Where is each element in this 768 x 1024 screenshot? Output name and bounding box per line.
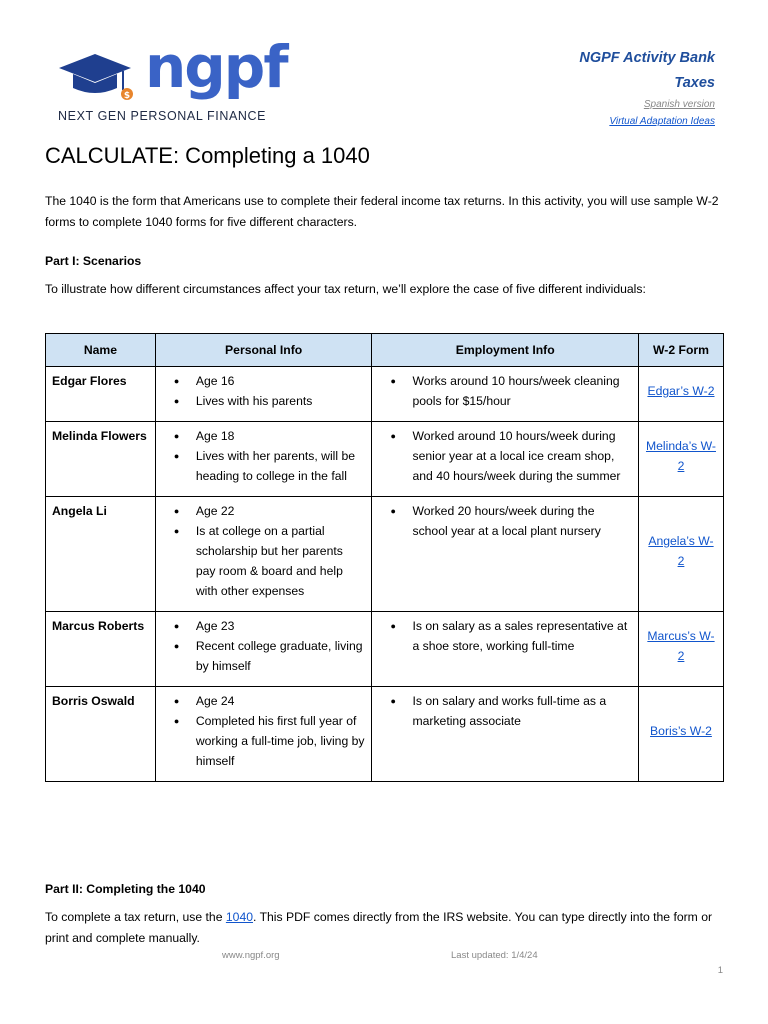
topic-label: Taxes	[674, 75, 715, 91]
w2-link-edgar[interactable]: Edgar’s W-2	[647, 384, 715, 398]
virtual-adaptation-link[interactable]: Virtual Adaptation Ideas	[609, 116, 715, 127]
w2-link-marcus[interactable]: Marcus’s W-2	[647, 629, 715, 663]
part2-text-after: . This PDF comes directly from the IRS website. You can type directly into the form or print and complete manually.	[45, 910, 713, 945]
table-row	[46, 612, 724, 687]
table-row	[46, 367, 724, 422]
cell-name: Melinda Flowers	[46, 422, 156, 497]
logo-tagline: NEXT GEN PERSONAL FINANCE	[58, 109, 267, 123]
cell-personal	[155, 367, 372, 422]
table-row	[46, 687, 724, 782]
list-item: ● Age 18	[162, 426, 366, 446]
cell-w2	[638, 497, 723, 612]
list-item: ● Is at college on a partial scholarship but her parents pay room & board and help with other expenses	[162, 521, 366, 601]
cell-name: Marcus Roberts	[46, 612, 156, 687]
table-row	[46, 497, 724, 612]
cell-w2	[638, 612, 723, 687]
header-w2-form: W-2 Form	[638, 334, 723, 367]
footer-site: www.ngpf.org	[222, 950, 280, 961]
part2-text-before: To complete a tax return, use the	[45, 910, 226, 924]
header-employment-info: Employment Info	[372, 334, 639, 367]
page-number: 1	[717, 965, 723, 976]
w2-link-boris[interactable]: Boris’s W-2	[650, 724, 712, 738]
list-item: ● Is on salary and works full-time as a marketing associate	[378, 691, 632, 731]
scenarios-table	[45, 333, 724, 782]
list-item: ● Recent college graduate, living by himself	[162, 636, 366, 676]
cell-personal	[155, 422, 372, 497]
cell-personal	[155, 497, 372, 612]
footer-updated: Last updated: 1/4/24	[451, 950, 538, 961]
header-personal-info: Personal Info	[155, 334, 372, 367]
cell-name: Edgar Flores	[46, 367, 156, 422]
cell-personal	[155, 687, 372, 782]
list-item: ● Lives with her parents, will be heading to college in the fall	[162, 446, 366, 486]
list-item: ● Age 24	[162, 691, 366, 711]
cell-employment	[372, 367, 639, 422]
list-item: ● Is on salary as a sales representative at a shoe store, working full-time	[378, 616, 632, 656]
list-item: ● Age 16	[162, 371, 366, 391]
logo-wordmark: ngpf	[145, 33, 287, 101]
graduation-cap-icon	[57, 44, 147, 106]
activity-bank-label: NGPF Activity Bank	[579, 50, 715, 66]
part2-heading: Part II: Completing the 1040	[45, 882, 206, 896]
ngpf-logo	[57, 33, 287, 126]
list-item: ● Worked around 10 hours/week during senior year at a local ice cream shop, and 40 hours/week during the summer	[378, 426, 632, 486]
cell-employment	[372, 497, 639, 612]
list-item: ● Completed his first full year of working a full-time job, living by himself	[162, 711, 366, 771]
svg-text:$: $	[123, 91, 131, 101]
cell-employment	[372, 687, 639, 782]
list-item: ● Age 22	[162, 501, 366, 521]
form-1040-link[interactable]: 1040	[225, 910, 254, 924]
cell-w2	[638, 422, 723, 497]
page-title: CALCULATE: Completing a 1040	[45, 143, 370, 168]
table-row	[46, 422, 724, 497]
list-item: ● Age 23	[162, 616, 366, 636]
cell-w2	[638, 687, 723, 782]
spanish-version-link[interactable]: Spanish version	[643, 99, 715, 110]
part1-heading: Part I: Scenarios	[45, 254, 142, 268]
w2-link-angela[interactable]: Angela’s W-2	[648, 534, 714, 568]
cell-employment	[372, 612, 639, 687]
part2-text	[45, 907, 725, 949]
list-item: ● Worked 20 hours/week during the school year at a local plant nursery	[378, 501, 632, 541]
header-meta	[579, 46, 715, 130]
part1-text: To illustrate how different circumstances affect your tax return, we’ll explore the case of five different individuals:	[45, 282, 646, 296]
list-item: ● Lives with his parents	[162, 391, 366, 411]
cell-name: Borris Oswald	[46, 687, 156, 782]
cell-employment	[372, 422, 639, 497]
cell-personal	[155, 612, 372, 687]
w2-link-melinda[interactable]: Melinda’s W-2	[645, 439, 716, 473]
table-header-row	[46, 334, 724, 367]
header-name: Name	[46, 334, 156, 367]
cell-name: Angela Li	[46, 497, 156, 612]
intro-paragraph: The 1040 is the form that Americans use to complete their federal income tax returns. In this activity, you will use sample W-2 forms to complete 1040 forms for five different characters.	[45, 194, 719, 229]
list-item: ● Works around 10 hours/week cleaning pools for $15/hour	[378, 371, 632, 411]
cell-w2	[638, 367, 723, 422]
